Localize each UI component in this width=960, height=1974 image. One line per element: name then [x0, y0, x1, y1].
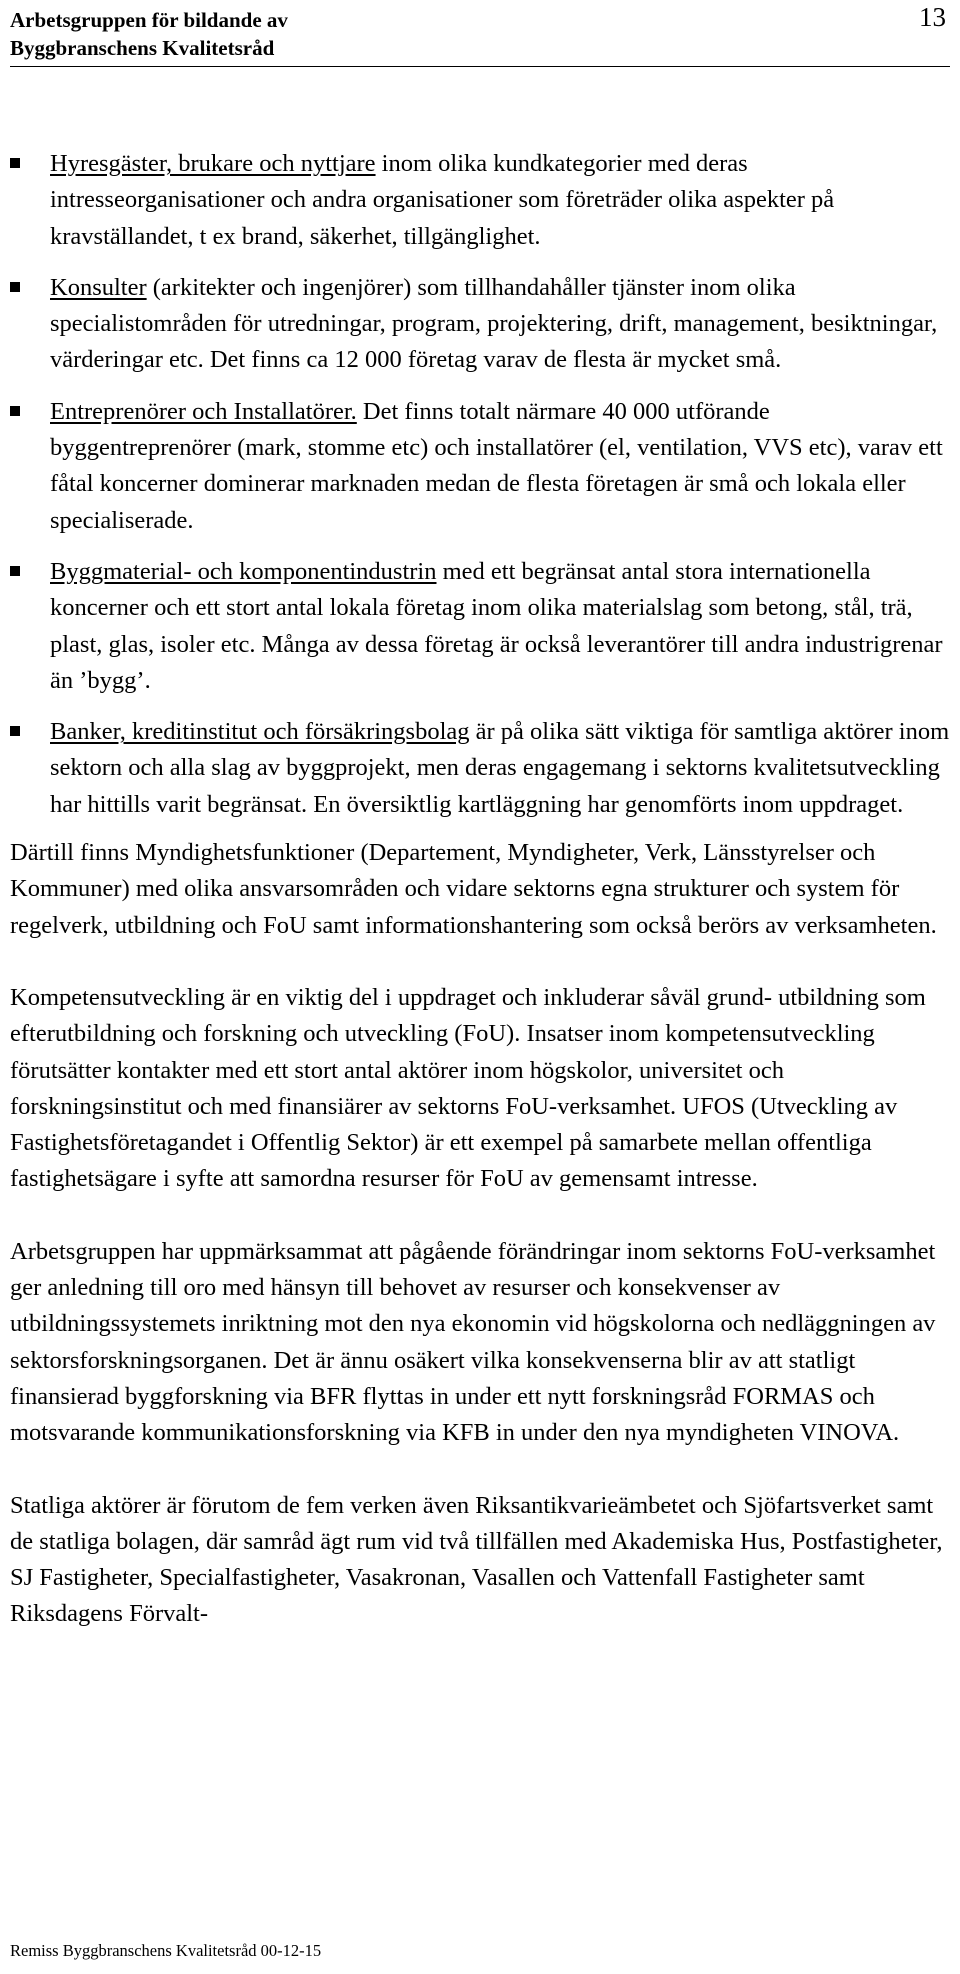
bullet-item: [10, 714, 950, 823]
page-header: [10, 6, 288, 62]
actor-bullet-list: [10, 146, 950, 823]
bullet-text: är på olika sätt viktiga för samtliga aktörer inom sektorn och alla slag av byggprojekt, men deras engagemang i sektorns kvalitetsutveckling har hittills varit begränsat. En översiktlig kartläggning har genomförts inom uppdraget.: [50, 718, 950, 818]
square-bullet-icon: [10, 726, 20, 736]
square-bullet-icon: [10, 158, 20, 168]
square-bullet-icon: [10, 566, 20, 576]
bullet-text: inom olika kundkategorier med deras intresseorganisationer och andra organisationer som företräder olika aspekter på kravställandet, t ex brand, säkerhet, tillgänglighet.: [50, 150, 835, 250]
body-paragraph: Kompetensutveckling är en viktig del i uppdraget och inkluderar såväl grund- utbildning som efterutbildning och forskning och utveckling (FoU). Insatser inom kompetensutveckling förutsätter kontakter med ett stort antal aktörer inom högskolor, universitet och forskningsinstitut och med finansiärer av sektorns FoU-verksamhet. UFOS (Utveckling av Fastighetsföretagandet i Offentlig Sektor) är ett exempel på samarbete mellan offentliga fastighetsägare i syfte att samordna resurser för FoU av gemensamt intresse.: [10, 983, 926, 1193]
body-paragraph: Arbetsgruppen har uppmärksammat att pågående förändringar inom sektorns FoU-verksamhet ger anledning till oro med hänsyn till behovet av resurser och konsekvenser av utbildningssystemets inriktning mot den nya ekonomin vid högskolorna och nedläggningen av sektorsforskningsorganen. Det är ännu osäkert vilka konsekvenserna blir av att statligt finansierad byggforskning via BFR flyttas in under ett nytt forskningsråd FORMAS och motsvarande kommunikationsforskning via KFB in under den nya myndigheten VINOVA.: [10, 1237, 936, 1447]
bullet-heading: Byggmaterial- och komponentindustrin: [50, 557, 437, 585]
body-paragraph: Statliga aktörer är förutom de fem verken även Riksantikvarieämbetet och Sjöfartsverket samt de statliga bolagen, där samråd ägt rum vid två tillfällen med Akademiska Hus, Postfastigheter, SJ Fastigheter, Specialfastigheter, Vasakronan, Vasallen och Vattenfall Fastigheter samt Riksdagens Förvalt-: [10, 1491, 943, 1628]
header-org-line1: Arbetsgruppen för bildande av: [10, 8, 288, 32]
bullet-heading: Konsulter: [50, 273, 147, 301]
square-bullet-icon: [10, 406, 20, 416]
bullet-item: [10, 554, 950, 699]
square-bullet-icon: [10, 282, 20, 292]
bullet-heading: Banker, kreditinstitut och försäkringsbolag: [50, 718, 470, 746]
bullet-text: Det finns totalt närmare 40 000 utförande byggentreprenörer (mark, stomme etc) och installatörer (el, ventilation, VVS etc), varav ett fåtal koncerner dominerar marknaden medan de flesta företagen är små och lokala eller specialiserade.: [50, 397, 943, 534]
page-footer: Remiss Byggbranschens Kvalitetsråd 00-12-15: [10, 1941, 322, 1960]
bullet-item: [10, 270, 950, 379]
bullet-item: [10, 146, 950, 255]
bullet-text: (arkitekter och ingenjörer) som tillhandahåller tjänster inom olika specialistområden för utredningar, program, projektering, drift, management, besiktningar, värderingar etc. Det finns ca 12 000 företag varav de flesta är mycket små.: [50, 273, 938, 374]
header-org-line2: Byggbranschens Kvalitetsråd: [10, 36, 275, 60]
document-body: [10, 146, 950, 1669]
bullet-heading: Entreprenörer och Installatörer.: [50, 397, 357, 425]
header-divider: [10, 66, 950, 67]
body-paragraph: Därtill finns Myndighetsfunktioner (Departement, Myndigheter, Verk, Länsstyrelser och Kommuner) med olika ansvarsområden och vidare sektorns egna strukturer och system för regelverk, utbildning och FoU samt informationshantering som också berörs av verksamheten.: [10, 839, 937, 939]
bullet-item: [10, 394, 950, 539]
bullet-heading: Hyresgäster, brukare och nyttjare: [50, 150, 376, 177]
page-number: 13: [919, 2, 946, 32]
bullet-text: med ett begränsat antal stora internationella koncerner och ett stort antal lokala företag inom olika materialslag som betong, stål, trä, plast, glas, isoler etc. Många av dessa företag är också leverantörer till andra industrigrenar än ’bygg’.: [50, 557, 943, 694]
